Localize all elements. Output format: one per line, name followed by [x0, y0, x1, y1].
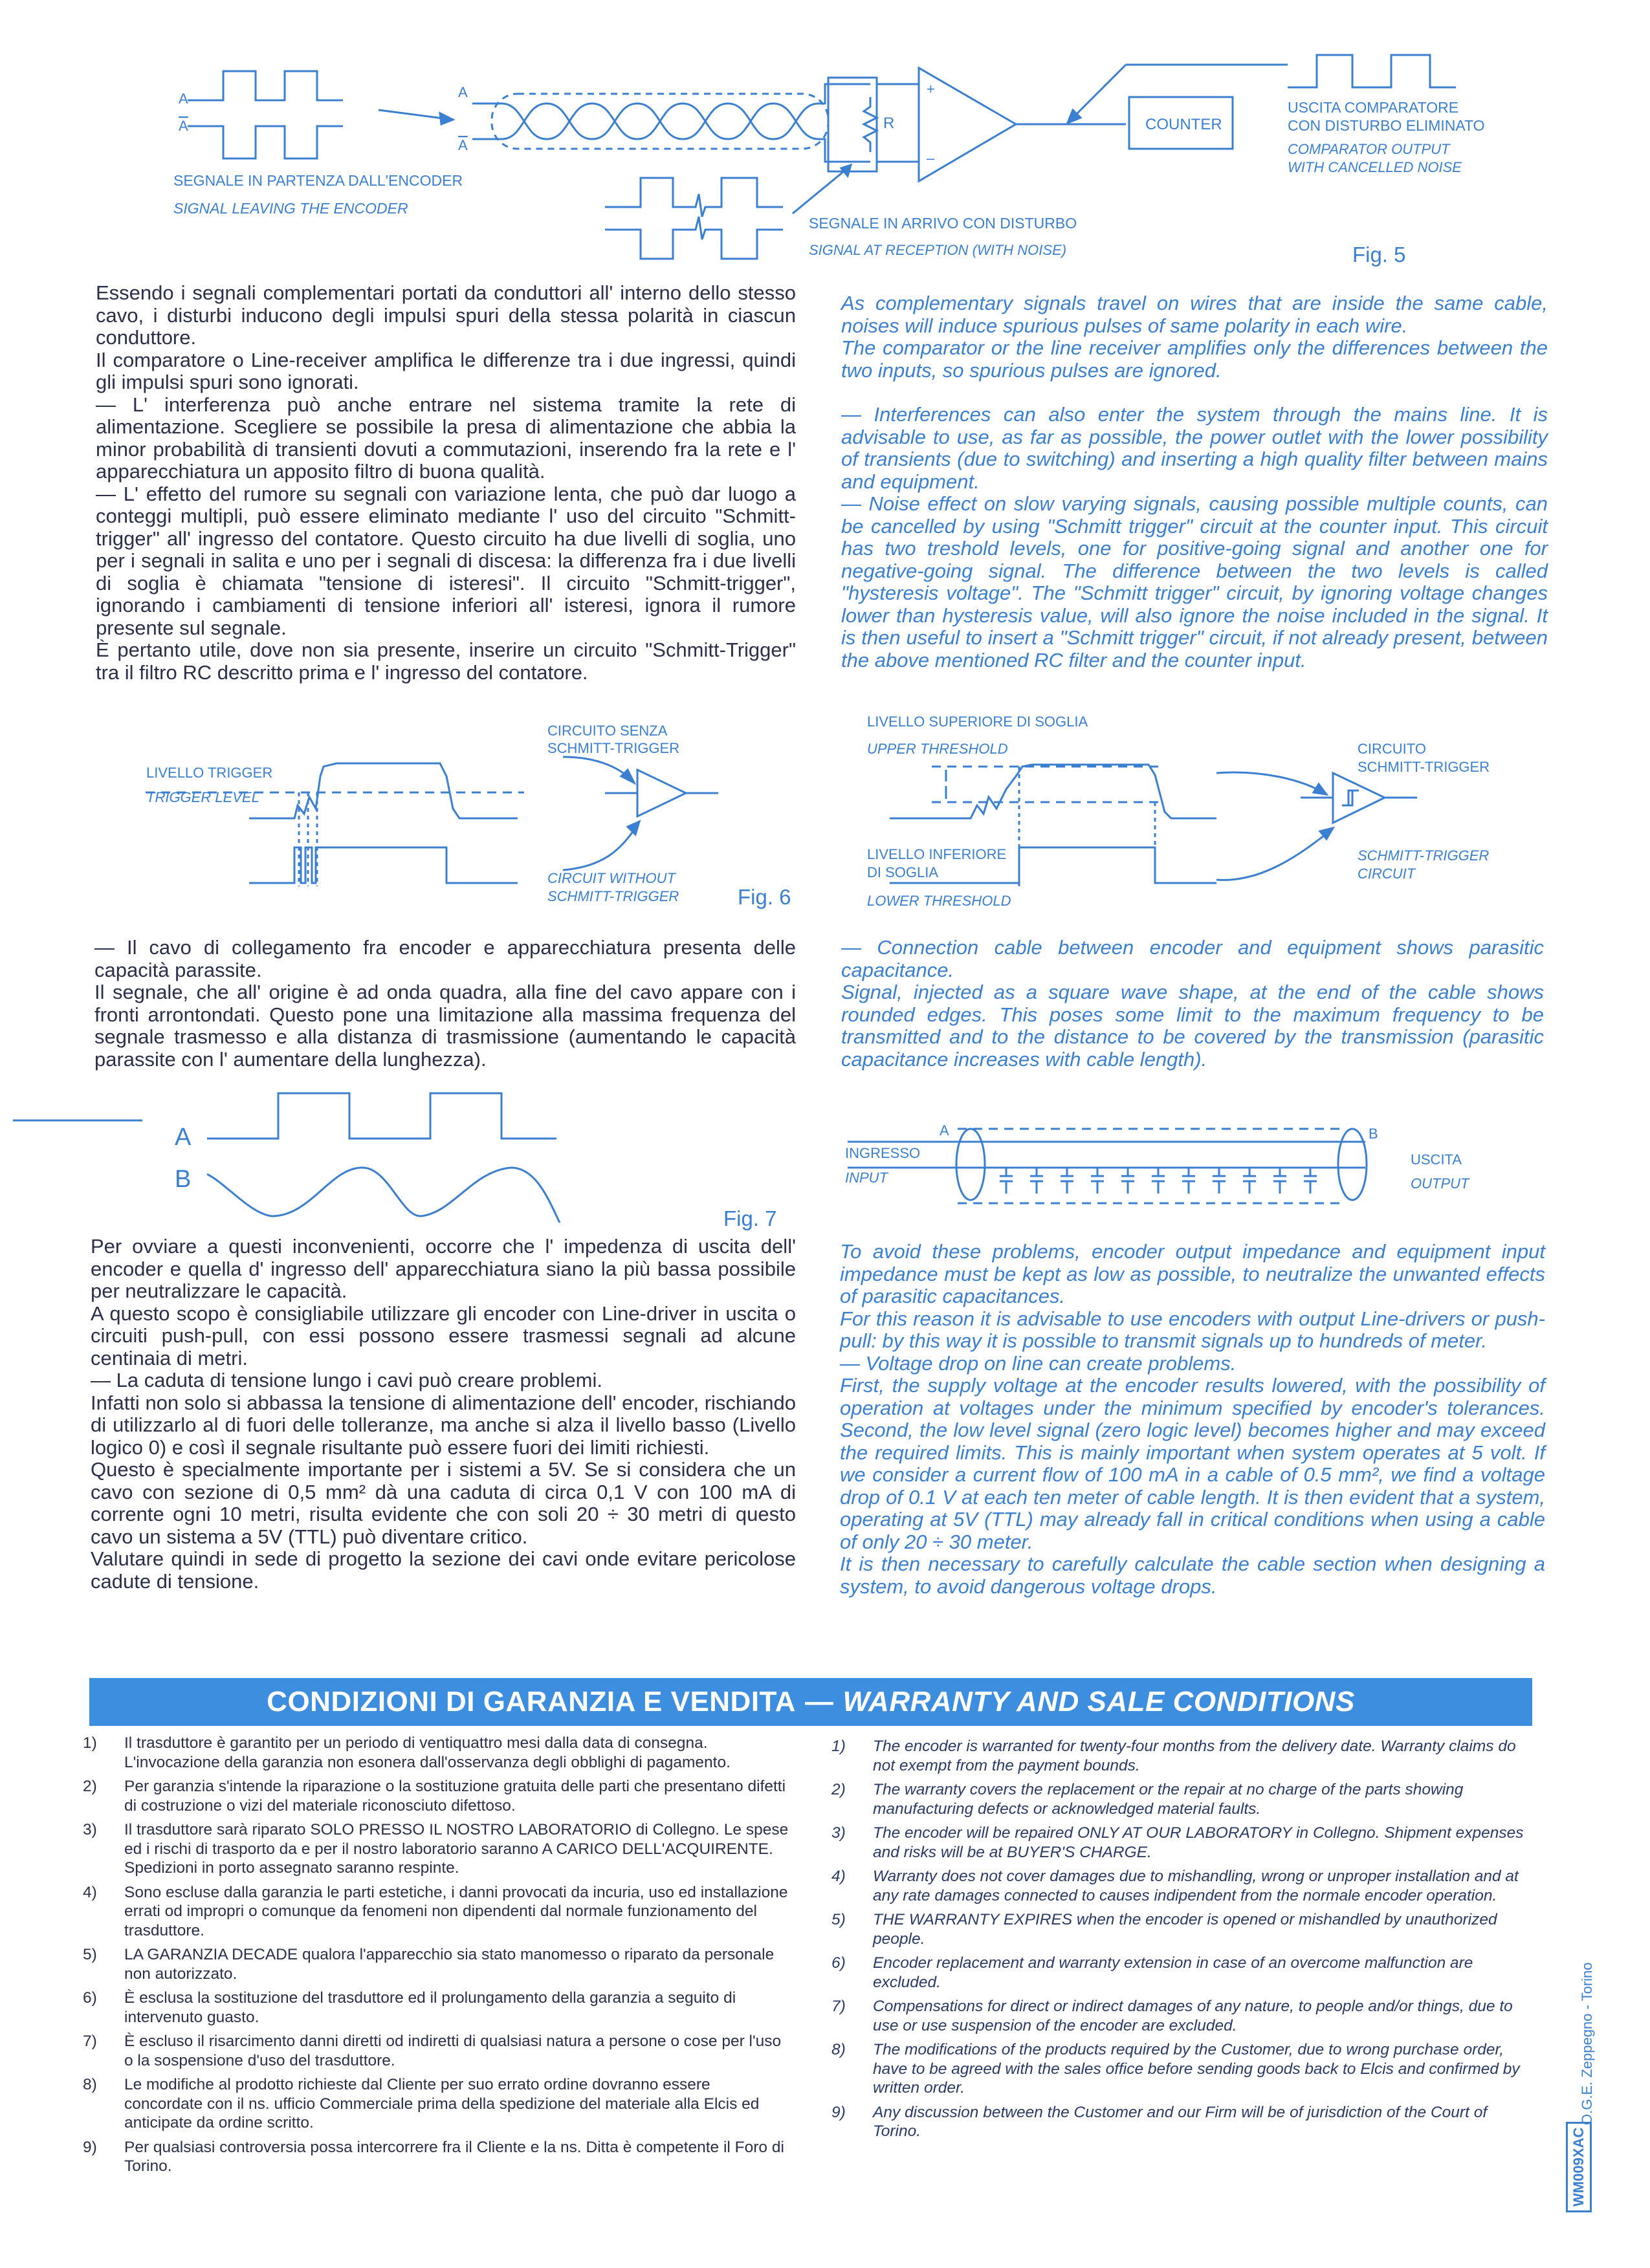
warranty-item-text: Warranty does not cover damages due to mishandling, wrong or unproper installation and at any rate damages connected to causes indipendent from the normale encoder operation. [873, 1868, 1519, 1904]
warranty-item-number: 4) [831, 1868, 846, 1885]
text-it-3-p3: — La caduta di tensione lungo i cavi può creare problemi. [91, 1369, 602, 1391]
fig5-output-it-2: CON DISTURBO ELIMINATO [1288, 117, 1485, 134]
fig5-output-en-1: COMPARATOR OUTPUT [1288, 141, 1450, 157]
fig5-a2-label: A [458, 84, 468, 100]
banner-separator: — [804, 1686, 834, 1717]
text-en-3-p5: It is then necessary to carefully calculate the cable section when designing a system, to avoid dangerous voltage drops. [840, 1553, 1545, 1598]
warranty-list-it [83, 1734, 789, 2181]
warranty-item-number: 2) [83, 1778, 97, 1795]
fig5-a-bar-label: A [179, 118, 188, 134]
warranty-item [831, 1780, 1538, 1818]
warranty-item-text: LA GARANZIA DECADE qualora l'apparecchio sia stato manomesso o riparato da personale non autorizzato. [124, 1946, 775, 1983]
warranty-item-text: Any discussion between the Customer and our Firm will be of jurisdiction of the Court of Torino. [873, 2103, 1488, 2140]
fig6-lower-it-2: DI SOGLIA [867, 864, 939, 880]
fig5-output-en-2: WITH CANCELLED NOISE [1288, 159, 1462, 175]
fig7-input-it: INGRESSO [845, 1145, 921, 1161]
warranty-item-text: Il trasduttore sarà riparato SOLO PRESSO IL NOSTRO LABORATORIO di Collegno. Le spese ed i rischi di trasporto da e per il nostro laboratorio saranno A CARICO DELL'ACQUIRENTE. Spedizioni in porto assegnato saranno respinte. [124, 1821, 789, 1877]
warranty-item-text: È esclusa la sostituzione del trasduttore ed il prolungamento della garanzia a seguito di intervenuto guasto. [124, 1989, 736, 2026]
warranty-item [831, 1867, 1538, 1905]
fig6-with-it-2: SCHMITT-TRIGGER [1358, 759, 1490, 775]
warranty-item-text: Il trasduttore è garantito per un periodo di ventiquattro mesi dalla data di consegna. L'invocazione della garanzia non esonera dall'osservanza degli obblighi di pagamento. [124, 1734, 731, 1771]
fig6-lower-en: LOWER THRESHOLD [867, 893, 1011, 909]
warranty-item-text: The encoder will be repaired ONLY AT OUR LABORATORY in Collegno. Shipment expenses and risks will be at BUYER'S CHARGE. [873, 1824, 1524, 1861]
fig5-diagram [0, 0, 1650, 285]
warranty-item [83, 1883, 789, 1941]
warranty-item [83, 2138, 789, 2176]
fig6-without-it-1: CIRCUITO SENZA [547, 723, 668, 739]
warranty-item [831, 1737, 1538, 1775]
warranty-item-text: Per garanzia s'intende la riparazione o la sostituzione gratuita delle parti che presentano difetti di costruzione o vizi del materiale riconosciuto difettoso. [124, 1778, 786, 1815]
fig5-output-it-1: USCITA COMPARATORE [1288, 99, 1459, 116]
text-it-1-p1: Essendo i segnali complementari portati da conduttori all' interno dello stesso cavo, i disturbi inducono degli impulsi spuri della stessa polarità in ciascun conduttore. [96, 281, 796, 349]
text-it-2-p2: Il segnale, che all' origine è ad onda quadra, alla fine del cavo appare con i fronti arrontondati. Questo pone una limitazione alla massima frequenza del segnale trasmesso e alla distanza di trasmissione (aumentando le capacità parassite con l' aumentare della lunghezza). [94, 981, 796, 1071]
fig7-a-label: A [175, 1124, 192, 1151]
warranty-item-text: Sono escluse dalla garanzia le parti estetiche, i danni provocati da incuria, uso ed installazione errati od impropri o comunque da fenomeni non dipendenti dal normale funzionamento del trasduttore. [124, 1883, 788, 1939]
printer-credit: O.G.E. Zeppegno - Torino [1579, 1962, 1595, 2125]
text-it-3-p5: Questo è specialmente importante per i sistemi a 5V. Se si considera che un cavo con sezione di 0,5 mm² dà una caduta di circa 0,1 V con 100 mA di corrente ogni 10 metri, risulta evidente che con soli 20 ÷ 30 metri di questo cavo un sistema a 5V (TTL) può diventare critico. [91, 1458, 796, 1548]
text-it-1-p2: Il comparatore o Line-receiver amplifica le differenze tra i due ingressi, quindi gli impulsi spuri sono ignorati. [96, 348, 796, 393]
warranty-item-number: 9) [831, 2103, 846, 2121]
fig7-input-en: INPUT [845, 1170, 888, 1186]
warranty-item-text: Per qualsiasi controversia possa intercorrere fra il Cliente e la ns. Ditta è competente il Foro di Torino. [124, 2138, 784, 2175]
text-en-3-p3: — Voltage drop on line can create problems. [840, 1351, 1237, 1375]
fig6-without-it-2: SCHMITT-TRIGGER [547, 740, 680, 756]
warranty-item-text: Le modifiche al prodotto richieste dal Cliente per suo errato ordine dovranno essere concordate con il ns. ufficio Commerciale prima della spedizione del materiale alla Elcis ed anticipate da ordine scritto. [124, 2076, 760, 2132]
text-en-3-p2: For this reason it is advisable to use encoders with output Line-drivers or push-pull: by this way it is possible to transmit signals up to hundreds of meter. [840, 1307, 1545, 1352]
warranty-item [83, 1989, 789, 2027]
text-it-3-p6: Valutare quindi in sede di progetto la sezione dei cavi onde evitare pericolose cadute di tensione. [91, 1547, 796, 1593]
fig7-cable-a-label: A [940, 1122, 949, 1139]
text-it-3-p1: Per ovviare a questi inconvenienti, occorre che l' impedenza di uscita dell' encoder e quella d' ingresso dell' apparecchiatura siano la più bassa possibile per neutralizzare le capacità. [91, 1235, 796, 1302]
text-it-3 [91, 1236, 796, 1593]
fig6-upper-en: UPPER THRESHOLD [867, 741, 1008, 757]
warranty-banner [89, 1678, 1532, 1726]
text-en-3-p1: To avoid these problems, encoder output impedance and equipment input impedance must be kept as low as possible, to neutralize the unwanted effects of parasitic capacitances. [840, 1240, 1545, 1307]
text-it-1-p4: — L' effetto del rumore su segnali con variazione lenta, che può dar luogo a conteggi multipli, può essere eliminato mediante l' uso del circuito "Schmitt-trigger" all' ingresso del contatore. Questo circuito ha due livelli di soglia, uno per i segnali in salita e uno per i segnali di discesa: la differenza fra i due livelli di soglia è chiamata "tensione di isteresi". Il circuito "Schmitt-trigger", ignorando i cambiamenti di tensione inferiori all' isteresi, ignora il rumore presente sul segnale. [96, 482, 796, 639]
fig5-departure-it: SEGNALE IN PARTENZA DALL'ENCODER [173, 172, 463, 189]
fig7-output-en: OUTPUT [1411, 1175, 1469, 1192]
fig5-a2-bar-label: A [458, 137, 468, 153]
warranty-item-number: 7) [831, 1998, 846, 2015]
warranty-item-number: 6) [83, 1989, 97, 2007]
text-en-1-p4: — Interferences can also enter the system through the mains line. It is advisable to use, as far as possible, the power outlet with the lower possibility of transients (due to switching) and inserting a high quality filter between mains and equipment. [841, 403, 1548, 493]
fig6-lower-it-1: LIVELLO INFERIORE [867, 846, 1007, 862]
fig5-r-label: R [883, 114, 895, 132]
warranty-item-number: 9) [83, 2138, 97, 2156]
fig7-diagram [0, 1087, 1650, 1242]
warranty-item-number: 8) [83, 2076, 97, 2093]
fig5-caption: Fig. 5 [1352, 243, 1406, 267]
fig5-plus-label: + [927, 81, 935, 97]
text-it-3-p2: A questo scopo è consigliabile utilizzare gli encoder con Line-driver in uscita o circuiti push-pull, con essi possono essere trasmessi segnali ad alcune centinaia di metri. [91, 1302, 796, 1369]
fig7-output-it: USCITA [1411, 1151, 1462, 1168]
warranty-item-number: 5) [83, 1946, 97, 1963]
text-en-1 [841, 292, 1548, 671]
text-it-1-p5: È pertanto utile, dove non sia presente, inserire un circuito "Schmitt-Trigger" tra il filtro RC descritto prima e l' ingresso del contatore. [96, 638, 796, 684]
fig6-without-en-2: SCHMITT-TRIGGER [547, 888, 679, 904]
warranty-item [831, 1824, 1538, 1862]
warranty-item-text: È escluso il risarcimento danni diretti od indiretti di qualsiasi natura a persone o cose per l'uso o la sospensione d'uso del trasduttore. [124, 2033, 782, 2069]
text-en-1-p5: — Noise effect on slow varying signals, causing possible multiple counts, can be cancelled by using "Schmitt trigger" circuit at the counter input. This circuit has two treshold levels, one for positive-going signal and another one for negative-going signal. The difference between the two levels is called "hysteresis voltage". The "Schmitt trigger" circuit, by ignoring voltage changes lower than hysteresis value, will also ignore the noise included in the signal. It is then useful to insert a "Schmitt trigger" circuit, if not already present, between the above mentioned RC filter and the counter input. [841, 492, 1548, 671]
warranty-item-text: Encoder replacement and warranty extension in case of an overcome malfunction are excluded. [873, 1954, 1473, 1991]
warranty-item-number: 1) [83, 1734, 97, 1752]
warranty-item [831, 2103, 1538, 2141]
warranty-item-number: 3) [83, 1821, 97, 1838]
fig6-upper-it: LIVELLO SUPERIORE DI SOGLIA [867, 714, 1088, 730]
fig6-with-it-1: CIRCUITO [1358, 741, 1426, 757]
warranty-item [831, 1997, 1538, 2035]
text-it-1-p3: — L' interferenza può anche entrare nel sistema tramite la rete di alimentazione. Scegliere se possibile la presa di alimentazione che abbia la minor probabilità di transienti dovuti a commutazioni, inserendo fra la rete e l' apparecchiatura un apposito filtro di buona qualità. [96, 393, 796, 483]
text-it-1 [96, 282, 796, 684]
warranty-item [83, 1734, 789, 1772]
warranty-item [83, 1945, 789, 1983]
fig6-without-en-1: CIRCUIT WITHOUT [547, 870, 676, 886]
warranty-item-number: 4) [83, 1883, 97, 1901]
fig6-with-en-2: CIRCUIT [1358, 866, 1416, 882]
warranty-list-en [831, 1737, 1538, 2146]
banner-title-it: CONDIZIONI DI GARANZIA E VENDITA [267, 1686, 796, 1717]
fig6-diagram [0, 705, 1650, 919]
fig5-minus-label: – [927, 150, 935, 166]
fig6-trigger-it: LIVELLO TRIGGER [146, 765, 273, 781]
text-it-2-p1: — Il cavo di collegamento fra encoder e apparecchiatura presenta delle capacità parassite. [94, 936, 796, 981]
warranty-item-number: 5) [831, 1911, 846, 1928]
document-code: WM009XAC [1566, 2122, 1592, 2212]
warranty-item [83, 1820, 789, 1878]
text-en-3 [840, 1241, 1545, 1598]
warranty-item-number: 6) [831, 1954, 846, 1972]
fig7-b-label: B [175, 1166, 192, 1193]
fig5-departure-en: SIGNAL LEAVING THE ENCODER [173, 200, 408, 217]
text-en-1-p1: As complementary signals travel on wires that are inside the same cable, noises will induce spurious pulses of same polarity in each wire. [841, 292, 1548, 337]
text-en-1-p3 [841, 382, 1548, 404]
text-en-2-p1: — Connection cable between encoder and equipment shows parasitic capacitance. [841, 936, 1544, 981]
fig7-cable-b-label: B [1369, 1126, 1378, 1142]
warranty-item-number: 8) [831, 2041, 846, 2058]
warranty-item [831, 1954, 1538, 1992]
text-en-2-p2: Signal, injected as a square wave shape, at the end of the cable shows rounded edges. This poses some limit to the maximum frequency to be transmitted and to the distance to be covered by the transmission (parasitic capacitance increases with cable length). [841, 981, 1544, 1071]
warranty-item [83, 1777, 789, 1815]
warranty-item [831, 1910, 1538, 1948]
text-it-2 [94, 937, 796, 1071]
warranty-item-number: 2) [831, 1781, 846, 1798]
warranty-item [83, 2032, 789, 2070]
warranty-item-number: 3) [831, 1824, 846, 1842]
warranty-item-text: THE WARRANTY EXPIRES when the encoder is opened or mishandled by unauthorized people. [873, 1911, 1497, 1948]
text-en-1-p2: The comparator or the line receiver amplifies only the differences between the two inputs, so spurious pulses are ignored. [841, 336, 1548, 382]
fig7-caption: Fig. 7 [723, 1206, 777, 1230]
text-en-3-p4: First, the supply voltage at the encoder results lowered, with the possibility of operation at voltages under the minimum specified by encoder's tolerances. Second, the low level signal (zero logic level) becomes higher and may exceed the required limits. This is mainly important when system operates at 5 volt. If we consider a current flow of 100 mA in a cable of 0.5 mm², we find a voltage drop of 0.1 V at each ten meter of cable length. It is then evident that a system, operating at 5V (TTL) may already fall in critical conditions when using a cable of only 20 ÷ 30 meter. [840, 1374, 1545, 1553]
warranty-item-text: Compensations for direct or indirect damages of any nature, to people and/or things, due to use or use suspension of the encoder are excluded. [873, 1998, 1513, 2034]
fig5-arrival-it: SEGNALE IN ARRIVO CON DISTURBO [809, 215, 1077, 232]
warranty-item-number: 1) [831, 1738, 846, 1755]
warranty-item [831, 2040, 1538, 2098]
warranty-item-text: The modifications of the products required by the Customer, due to wrong purchase order, have to be agreed with the sales office before sending goods back to Elcis and confirmed by written order. [873, 2041, 1520, 2097]
warranty-item-text: The encoder is warranted for twenty-four months from the delivery date. Warranty claims do not exempt from the payment bounds. [873, 1738, 1516, 1774]
banner-title-en: WARRANTY AND SALE CONDITIONS [842, 1686, 1355, 1717]
text-it-3-p4: Infatti non solo si abbassa la tensione di alimentazione dell' encoder, rischiando di utilizzarlo al di fuori delle tolleranze, ma anche si alza il livello basso (Livello logico 0) e così il segnale risultante può essere fuori dei limiti richiesti. [91, 1391, 796, 1459]
fig5-a-label: A [179, 91, 188, 107]
fig5-arrival-en: SIGNAL AT RECEPTION (WITH NOISE) [809, 242, 1067, 258]
warranty-item-number: 7) [83, 2033, 97, 2050]
fig5-counter-label: COUNTER [1145, 116, 1222, 133]
warranty-item-text: The warranty covers the replacement or the repair at no charge of the parts showing manufacturing defects or acknowledged material faults. [873, 1781, 1464, 1818]
fig6-caption: Fig. 6 [738, 885, 791, 909]
warranty-item [83, 2075, 789, 2133]
fig6-with-en-1: SCHMITT-TRIGGER [1358, 847, 1490, 864]
text-en-2 [841, 937, 1544, 1071]
fig6-trigger-en: TRIGGER LEVEL [146, 789, 259, 805]
